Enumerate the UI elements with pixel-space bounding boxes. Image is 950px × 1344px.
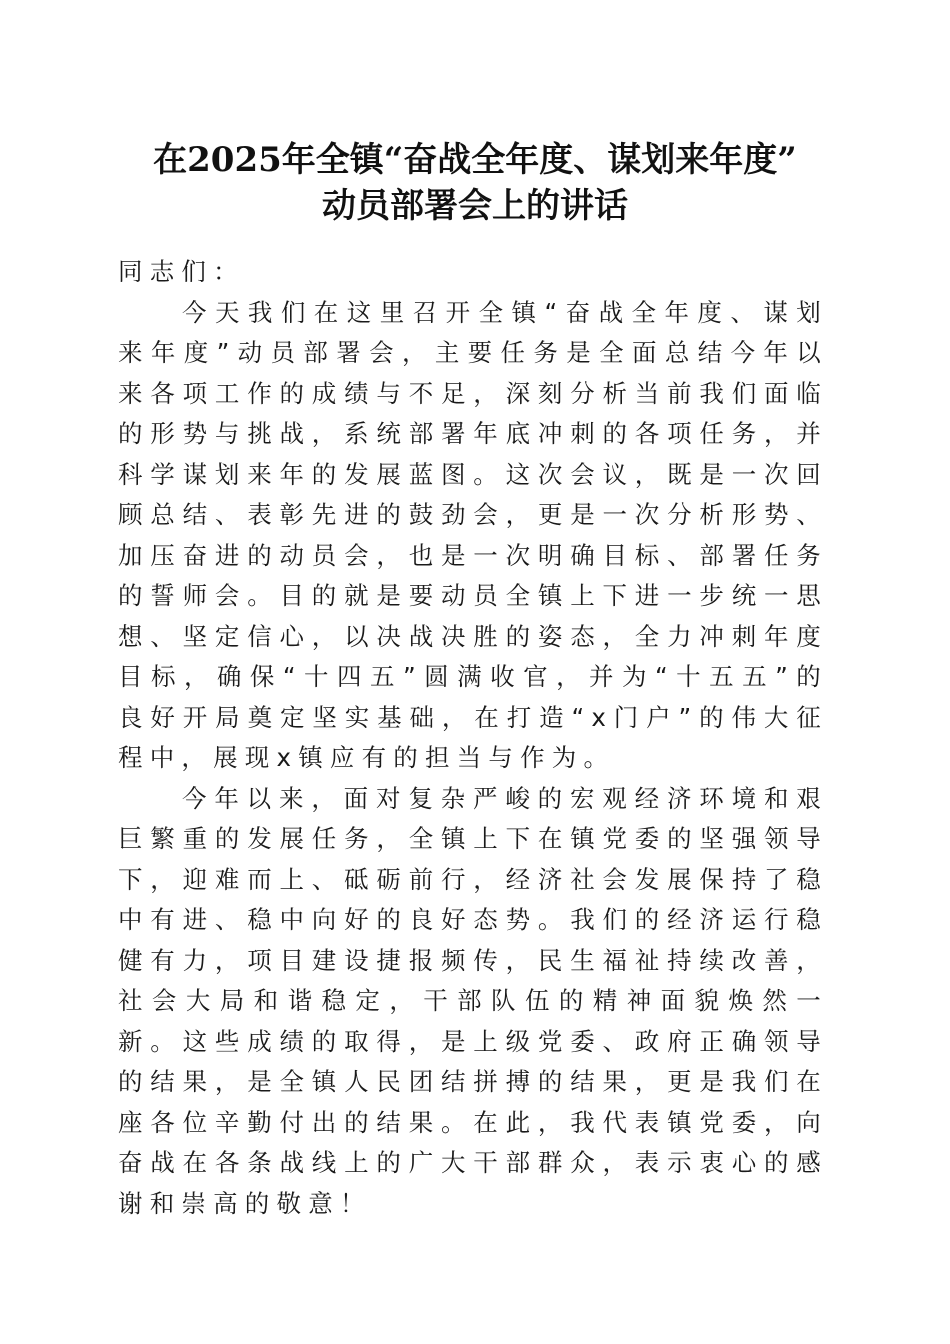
document-title-line-1: 在2025年全镇“奋战全年度、谋划来年度” — [153, 140, 797, 180]
paragraph-1: 今天我们在这里召开全镇“奋战全年度、谋划来年度”动员部署会，主要任务是全面总结今年以来各项工作的成绩与不足，深刻分析当前我们面临的形势与挑战，系统部署年底冲刺的各项任务，并科学谋划来年的发展蓝图。这次会议，既是一次回顾总结、表彰先进的鼓劲会，更是一次分析形势、加压奋进的动员会，也是一次明确目标、部署任务的誓师会。目的就是要动员全镇上下进一步统一思想、坚定信心，以决战决胜的姿态，全力冲刺年度目标，确保“十四五”圆满收官，并为“十五五”的良好开局奠定坚实基础，在打造“x门户”的伟大征程中，展现x镇应有的担当与作为。 — [118, 297, 828, 772]
salutation: 同志们： — [118, 257, 245, 286]
document-body — [118, 252, 828, 1224]
paragraph-2: 今年以来，面对复杂严峻的宏观经济环境和艰巨繁重的发展任务，全镇上下在镇党委的坚强领导下，迎难而上、砥砺前行，经济社会发展保持了稳中有进、稳中向好的良好态势。我们的经济运行稳健有力，项目建设捷报频传，民生福祉持续改善，社会大局和谐稳定，干部队伍的精神面貌焕然一新。这些成绩的取得，是上级党委、政府正确领导的结果，是全镇人民团结拼搏的结果，更是我们在座各位辛勤付出的结果。在此，我代表镇党委，向奋战在各条战线上的广大干部群众，表示衷心的感谢和崇高的敬意！ — [118, 783, 828, 1218]
document-title-line-2: 动员部署会上的讲话 — [322, 186, 628, 226]
